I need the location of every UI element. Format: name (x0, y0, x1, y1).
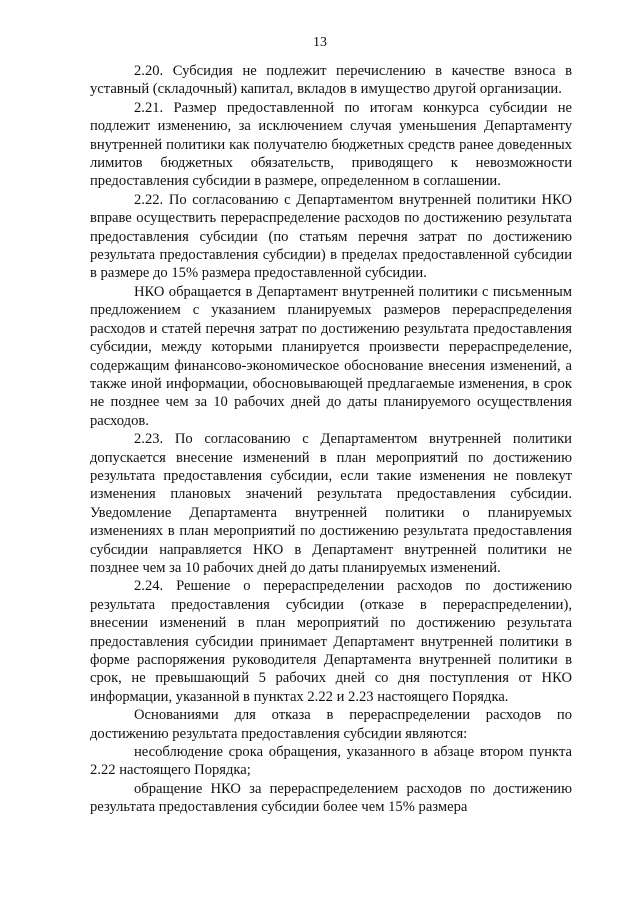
paragraph-2-24: 2.24. Решение о перераспределении расходов по достижению результата предоставления субсидии (отказе в перераспределении), внесении изменений в план мероприятий по достижению результата предоставления субсидии принимает Департамент внутренней политики в форме распоряжения руководителя Департамента внутренней политики в срок, не превышающий 5 рабочих дней со дня поступления от НКО информации, указанной в пунктах 2.22 и 2.23 настоящего Порядка. (90, 578, 572, 705)
paragraph-refusal-ground-2: обращение НКО за перераспределением расходов по достижению результата предоставления субсидии более чем 15% размера (90, 780, 572, 816)
paragraph-2-20: 2.20. Субсидия не подлежит перечислению в качестве взноса в уставный (складочный) капитал, вкладов в имущество другой организации. (90, 63, 572, 98)
document-body (90, 62, 572, 817)
paragraph-2-22: 2.22. По согласованию с Департаментом внутренней политики НКО вправе осуществить перераспределение расходов по достижению результата предоставления субсидии (по статьям перечня затрат по достижению результата предоставления субсидии) в пределах предоставленной субсидии в размере до 15% размера предоставленной субсидии. (90, 191, 572, 282)
paragraph-2-23: 2.23. По согласованию с Департаментом внутренней политики допускается внесение изменений в план мероприятий по достижению результата предоставления субсидии, если такие изменения не повлекут изменения плановых значений результата предоставления субсидии. Уведомление Департамента внутренней политики о планируемых изменениях в план мероприятий по достижению результата предоставления субсидии направляется НКО в Департамент внутренней политики не позднее чем за 10 рабочих дней до даты планируемых изменений. (90, 431, 572, 576)
page-number: 13 (313, 35, 327, 50)
paragraph-2-21: 2.21. Размер предоставленной по итогам конкурса субсидии не подлежит изменению, за исключением случая уменьшения Департаменту внутренней политики как получателю бюджетных средств ранее доведенных лимитов бюджетных обязательств, приводящего к невозможности предоставления субсидии в размере, определенном в соглашении. (90, 99, 572, 190)
paragraph-2-22-appeal: НКО обращается в Департамент внутренней политики с письменным предложением с указанием планируемых размеров перераспределения расходов и статей перечня затрат по достижению результата предоставления субсидии, между которыми планируется произвести перераспределение, содержащим финансово-экономическое обоснование внесения изменений, а также иной информации, обосновывающей предлагаемые изменения, в срок не позднее чем за 10 рабочих дней до даты планируемого осуществления расходов. (90, 283, 572, 429)
paragraph-refusal-grounds: Основаниями для отказа в перераспределении расходов по достижению результата предоставления субсидии являются: (90, 707, 572, 742)
paragraph-refusal-ground-1: несоблюдение срока обращения, указанного в абзаце втором пункта 2.22 настоящего Порядка; (90, 744, 572, 779)
